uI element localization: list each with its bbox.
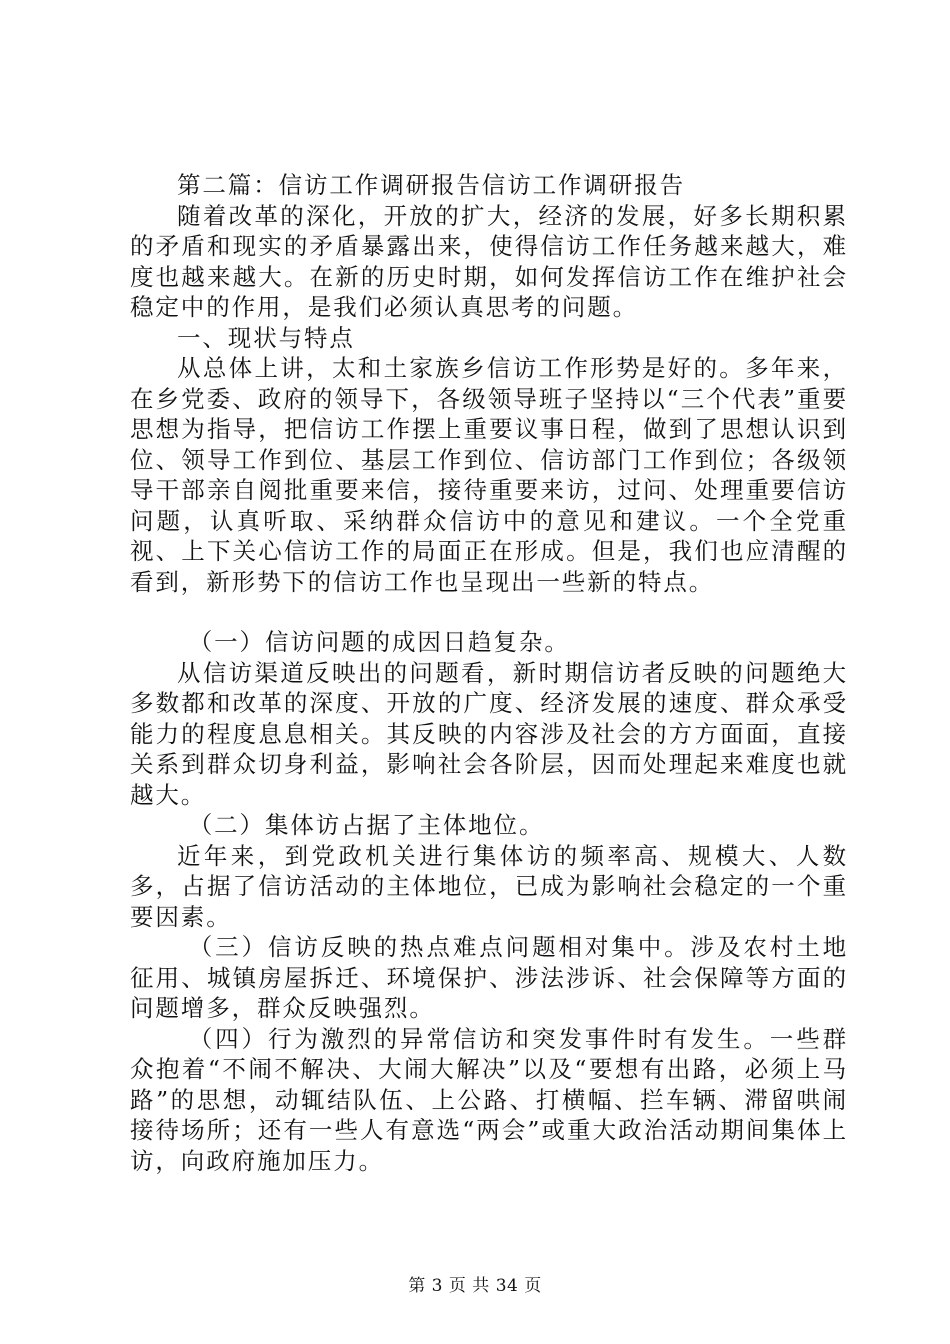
- paragraph-overview: 从总体上讲，太和土家族乡信访工作形势是好的。多年来，在乡党委、政府的领导下，各级领导班子坚持以“三个代表”重要思想为指导，把信访工作摆上重要议事日程，做到了思想认识到位、领导工作到位、基层工作到位、信访部门工作到位；各级领导干部亲自阅批重要来信，接待重要来访，过问、处理重要信访问题，认真听取、采纳群众信访中的意见和建议。一个全党重视、上下关心信访工作的局面正在形成。但是，我们也应清醒的看到，新形势下的信访工作也呈现出一些新的特点。: [130, 354, 848, 596]
- paragraph-intro: 随着改革的深化，开放的扩大，经济的发展，好多长期积累的矛盾和现实的矛盾暴露出来，使得信访工作任务越来越大，难度也越来越大。在新的历史时期，如何发挥信访工作在维护社会稳定中的作用，是我们必须认真思考的问题。: [130, 201, 848, 321]
- page-number-footer: 第 3 页 共 34 页: [408, 1276, 542, 1296]
- paragraph-point-2: 近年来，到党政机关进行集体访的频率高、规模大、人数多，占据了信访活动的主体地位，已成为影响社会稳定的一个重要因素。: [130, 841, 848, 931]
- paragraph-point-4: （四）行为激烈的异常信访和突发事件时有发生。一些群众抱着“不闹不解决、大闹大解决”以及“要想有出路，必须上马路”的思想，动辄结队伍、上公路、打横幅、拦车辆、滞留哄闹接待场所；还有一些人有意选“两会”或重大政治活动期间集体上访，向政府施加压力。: [130, 1024, 848, 1175]
- subheading-point-2: （二）集体访占据了主体地位。: [188, 811, 545, 839]
- section-heading: 第二篇：信访工作调研报告信访工作调研报告: [177, 171, 685, 199]
- document-body: [130, 170, 848, 1176]
- subheading-status: 一、现状与特点: [177, 323, 355, 352]
- paragraph-point-3: （三）信访反映的热点难点问题相对集中。涉及农村土地征用、城镇房屋拆迁、环境保护、涉法涉诉、社会保障等方面的问题增多，群众反映强烈。: [130, 933, 848, 1022]
- subheading-point-1: （一）信访问题的成因日趋复杂。: [188, 628, 570, 656]
- paragraph-point-1: 从信访渠道反映出的问题看，新时期信访者反映的问题绝大多数都和改革的深度、开放的广度、经济发展的速度、群众承受能力的程度息息相关。其反映的内容涉及社会的方方面面，直接关系到群众切身利益，影响社会各阶层，因而处理起来难度也就越大。: [130, 658, 848, 809]
